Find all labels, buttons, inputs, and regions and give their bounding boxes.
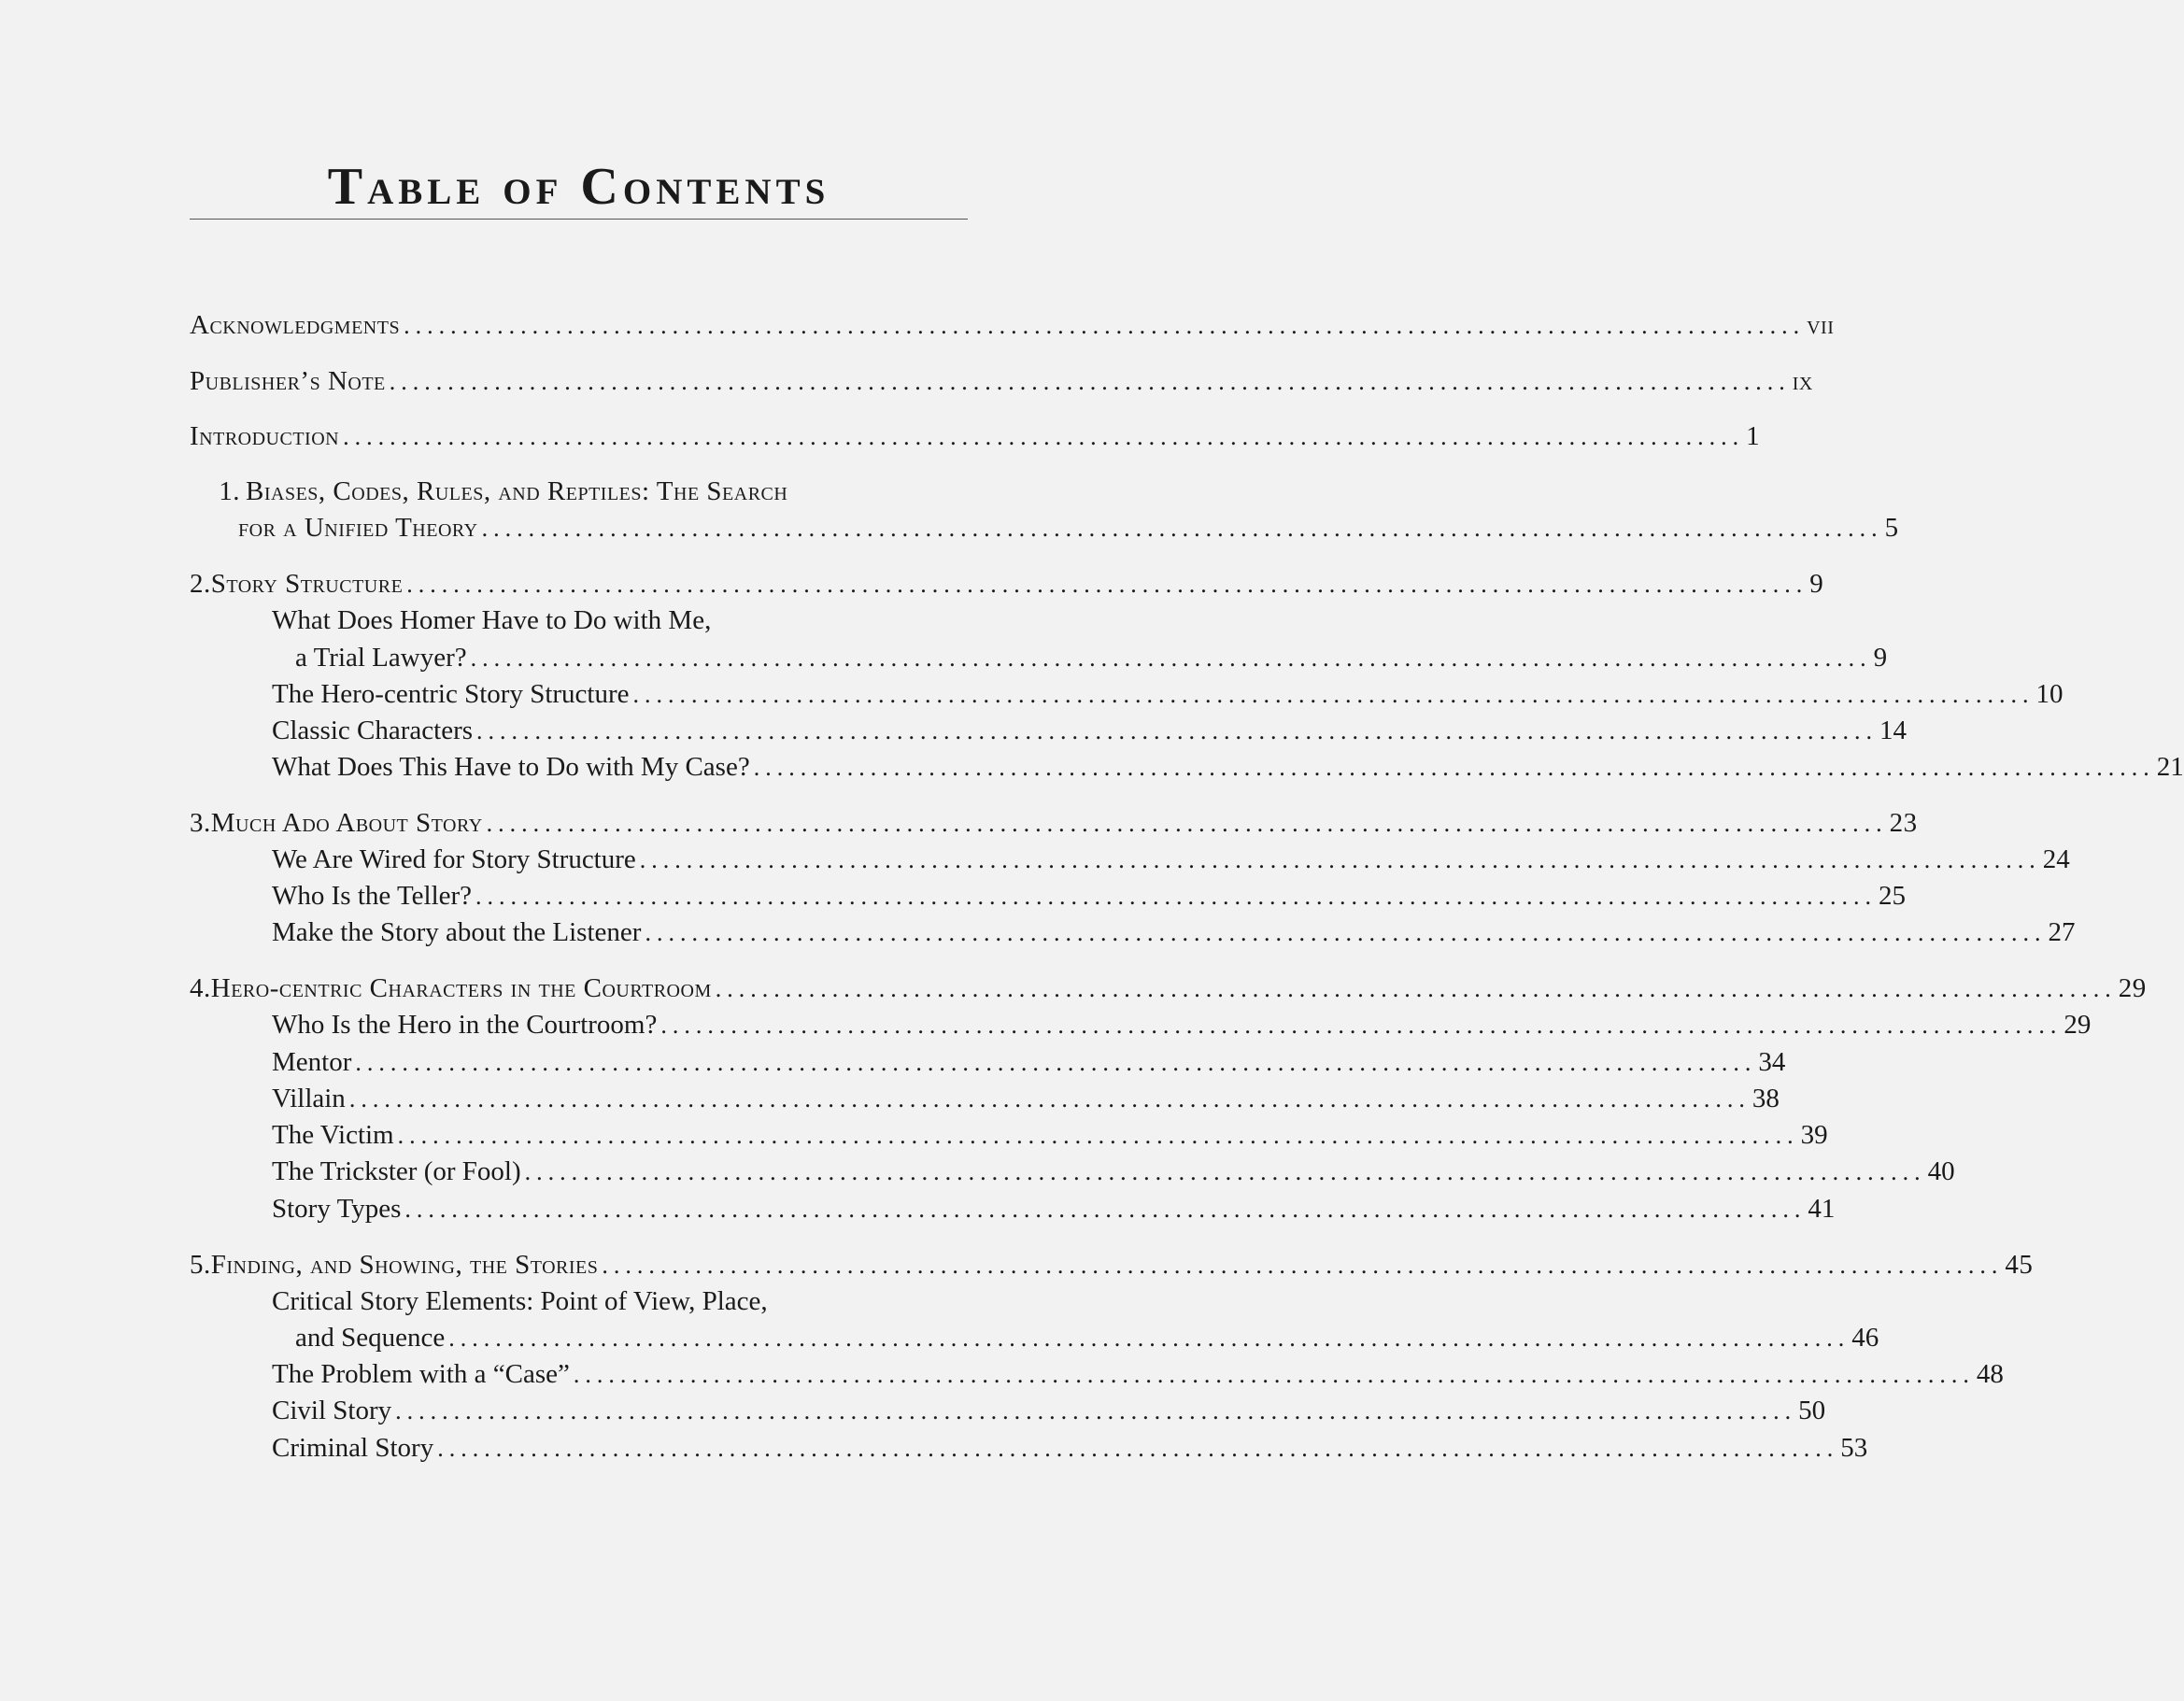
dot-leader: ........................................................................................................................ bbox=[481, 515, 1883, 542]
section-title: Classic Characters bbox=[272, 716, 474, 745]
dot-leader: ........................................................................................................................ bbox=[645, 919, 2047, 946]
entry-page: 39 bbox=[1800, 1120, 1828, 1150]
dot-leader: ........................................................................................................................ bbox=[448, 1325, 1851, 1352]
toc-chapter-2[interactable] bbox=[190, 565, 1824, 602]
toc-section-5-4[interactable] bbox=[272, 1429, 1868, 1467]
section-title: Story Types bbox=[272, 1194, 402, 1224]
chapter-title: Biases, Codes, Rules, and Reptiles: The Search bbox=[246, 476, 788, 506]
toc-section-5-1-line2[interactable] bbox=[295, 1319, 1879, 1356]
chapter-number: 5. bbox=[190, 1250, 211, 1280]
chapter-title-cont: for a Unified Theory bbox=[238, 513, 478, 543]
dot-leader: ........................................................................................................................ bbox=[715, 975, 2117, 1002]
section-title: Mentor bbox=[272, 1047, 352, 1077]
toc-chapter-5[interactable] bbox=[190, 1246, 2034, 1283]
entry-page: 21 bbox=[2156, 752, 2184, 782]
toc-section-5-3[interactable] bbox=[272, 1392, 1826, 1429]
toc-section-4-4[interactable] bbox=[272, 1116, 1828, 1154]
dot-leader: ........................................................................................................................ bbox=[404, 1196, 1807, 1223]
toc-section-4-5[interactable] bbox=[272, 1153, 1955, 1190]
toc-section-2-1-line2[interactable] bbox=[295, 639, 1888, 676]
entry-label: Introduction bbox=[190, 421, 340, 451]
dot-leader: ........................................................................................................................ bbox=[573, 1361, 1975, 1388]
toc-page bbox=[190, 0, 2184, 1701]
entry-page: 34 bbox=[1758, 1047, 1786, 1077]
toc-section-2-3[interactable] bbox=[272, 712, 1907, 749]
chapter-number: 4. bbox=[190, 973, 211, 1003]
entry-page: 38 bbox=[1751, 1084, 1780, 1113]
dot-leader: ........................................................................................................................ bbox=[602, 1252, 2004, 1279]
entry-page: 9 bbox=[1873, 643, 1888, 673]
dot-leader: ........................................................................................................................ bbox=[355, 1049, 1757, 1076]
toc-chapter-1-line2[interactable] bbox=[238, 509, 1899, 546]
page-title: Table of Contents bbox=[327, 158, 830, 216]
entry-page: 25 bbox=[1879, 881, 1907, 911]
section-title: The Hero-centric Story Structure bbox=[272, 679, 630, 709]
chapter-title: Hero-centric Characters in the Courtroom bbox=[210, 973, 712, 1003]
entry-page: 27 bbox=[2048, 917, 2076, 947]
dot-leader: ........................................................................................................................ bbox=[639, 846, 2041, 873]
toc-chapter-1-line1[interactable] bbox=[190, 473, 787, 510]
entry-page: 29 bbox=[2063, 1010, 2092, 1040]
dot-leader: ........................................................................................................................ bbox=[348, 1085, 1751, 1113]
entry-page: 23 bbox=[1889, 808, 1918, 838]
entry-page: 10 bbox=[2035, 679, 2063, 709]
entry-label: Acknowledgments bbox=[190, 310, 401, 340]
toc-section-5-1-line1[interactable] bbox=[272, 1283, 768, 1320]
title-rule bbox=[190, 219, 968, 220]
entry-page: 9 bbox=[1809, 569, 1824, 599]
dot-leader: ........................................................................................................................ bbox=[437, 1435, 1839, 1462]
dot-leader: ........................................................................................................................ bbox=[476, 717, 1879, 744]
entry-page: 41 bbox=[1808, 1194, 1836, 1224]
entry-page: 29 bbox=[2118, 973, 2147, 1003]
toc-section-3-1[interactable] bbox=[272, 841, 2070, 878]
dot-leader: ........................................................................................................................ bbox=[486, 810, 1888, 837]
chapter-number: 1. bbox=[219, 476, 240, 506]
dot-leader: ........................................................................................................................ bbox=[406, 571, 1808, 598]
section-title-cont: and Sequence bbox=[295, 1323, 446, 1353]
toc-chapter-4[interactable] bbox=[190, 970, 2147, 1007]
dot-leader: ........................................................................................................................ bbox=[753, 754, 2155, 781]
entry-page: 5 bbox=[1884, 513, 1899, 543]
section-title: Who Is the Hero in the Courtroom? bbox=[272, 1010, 658, 1040]
section-title: What Does This Have to Do with My Case? bbox=[272, 752, 750, 782]
section-title: The Victim bbox=[272, 1120, 394, 1150]
dot-leader: ........................................................................................................................ bbox=[524, 1158, 1926, 1185]
toc-section-4-6[interactable] bbox=[272, 1190, 1836, 1227]
section-title: What Does Homer Have to Do with Me, bbox=[272, 605, 712, 635]
toc-section-4-1[interactable] bbox=[272, 1006, 2092, 1043]
dot-leader: ........................................................................................................................ bbox=[397, 1122, 1799, 1149]
section-title-cont: a Trial Lawyer? bbox=[295, 643, 467, 673]
section-title: Civil Story bbox=[272, 1396, 392, 1425]
chapter-title: Much Ado About Story bbox=[210, 808, 483, 838]
section-title: Who Is the Teller? bbox=[272, 881, 473, 911]
entry-page: 50 bbox=[1798, 1396, 1826, 1425]
entry-page: 1 bbox=[1746, 421, 1761, 451]
chapter-title: Story Structure bbox=[210, 569, 404, 599]
section-title: Villain bbox=[272, 1084, 346, 1113]
dot-leader: ........................................................................................................................ bbox=[660, 1012, 2063, 1039]
dot-leader: ........................................................................................................................ bbox=[389, 368, 1791, 395]
toc-entry-introduction[interactable] bbox=[190, 418, 1761, 455]
dot-leader: ........................................................................................................................ bbox=[395, 1397, 1797, 1425]
entry-page: vii bbox=[1807, 310, 1835, 340]
toc-section-3-2[interactable] bbox=[272, 877, 1907, 914]
toc-entry-acknowledgments[interactable] bbox=[190, 306, 1835, 344]
section-title: We Are Wired for Story Structure bbox=[272, 844, 636, 874]
entry-page: 46 bbox=[1851, 1323, 1879, 1353]
toc-section-4-2[interactable] bbox=[272, 1043, 1786, 1081]
section-title: The Problem with a “Case” bbox=[272, 1359, 570, 1389]
dot-leader: ........................................................................................................................ bbox=[632, 681, 2035, 708]
entry-page: ix bbox=[1792, 366, 1813, 396]
entry-page: 24 bbox=[2042, 844, 2070, 874]
dot-leader: ........................................................................................................................ bbox=[470, 645, 1872, 672]
section-title: Criminal Story bbox=[272, 1433, 434, 1463]
toc-section-4-3[interactable] bbox=[272, 1080, 1780, 1117]
toc-section-5-2[interactable] bbox=[272, 1355, 2004, 1393]
section-title: The Trickster (or Fool) bbox=[272, 1156, 521, 1186]
chapter-title: Finding, and Showing, the Stories bbox=[210, 1250, 599, 1280]
toc-section-2-1-line1[interactable] bbox=[272, 602, 711, 639]
chapter-number: 3. bbox=[190, 808, 211, 838]
entry-page: 53 bbox=[1840, 1433, 1868, 1463]
entry-page: 48 bbox=[1976, 1359, 2004, 1389]
entry-page: 45 bbox=[2005, 1250, 2034, 1280]
entry-page: 40 bbox=[1927, 1156, 1955, 1186]
dot-leader: ........................................................................................................................ bbox=[475, 883, 1878, 910]
section-title: Critical Story Elements: Point of View, Place, bbox=[272, 1286, 768, 1316]
section-title: Make the Story about the Listener bbox=[272, 917, 642, 947]
toc-section-3-3[interactable] bbox=[272, 914, 2076, 951]
entry-label: Publisher’s Note bbox=[190, 366, 386, 396]
dot-leader: ........................................................................................................................ bbox=[343, 423, 1745, 450]
toc-chapter-3[interactable] bbox=[190, 804, 1918, 842]
chapter-number: 2. bbox=[190, 569, 211, 599]
toc-section-2-4[interactable] bbox=[272, 748, 2184, 786]
dot-leader: ........................................................................................................................ bbox=[404, 312, 1806, 339]
entry-page: 14 bbox=[1879, 716, 1907, 745]
toc-entry-publishers-note[interactable] bbox=[190, 362, 1813, 400]
toc-section-2-2[interactable] bbox=[272, 675, 2063, 713]
